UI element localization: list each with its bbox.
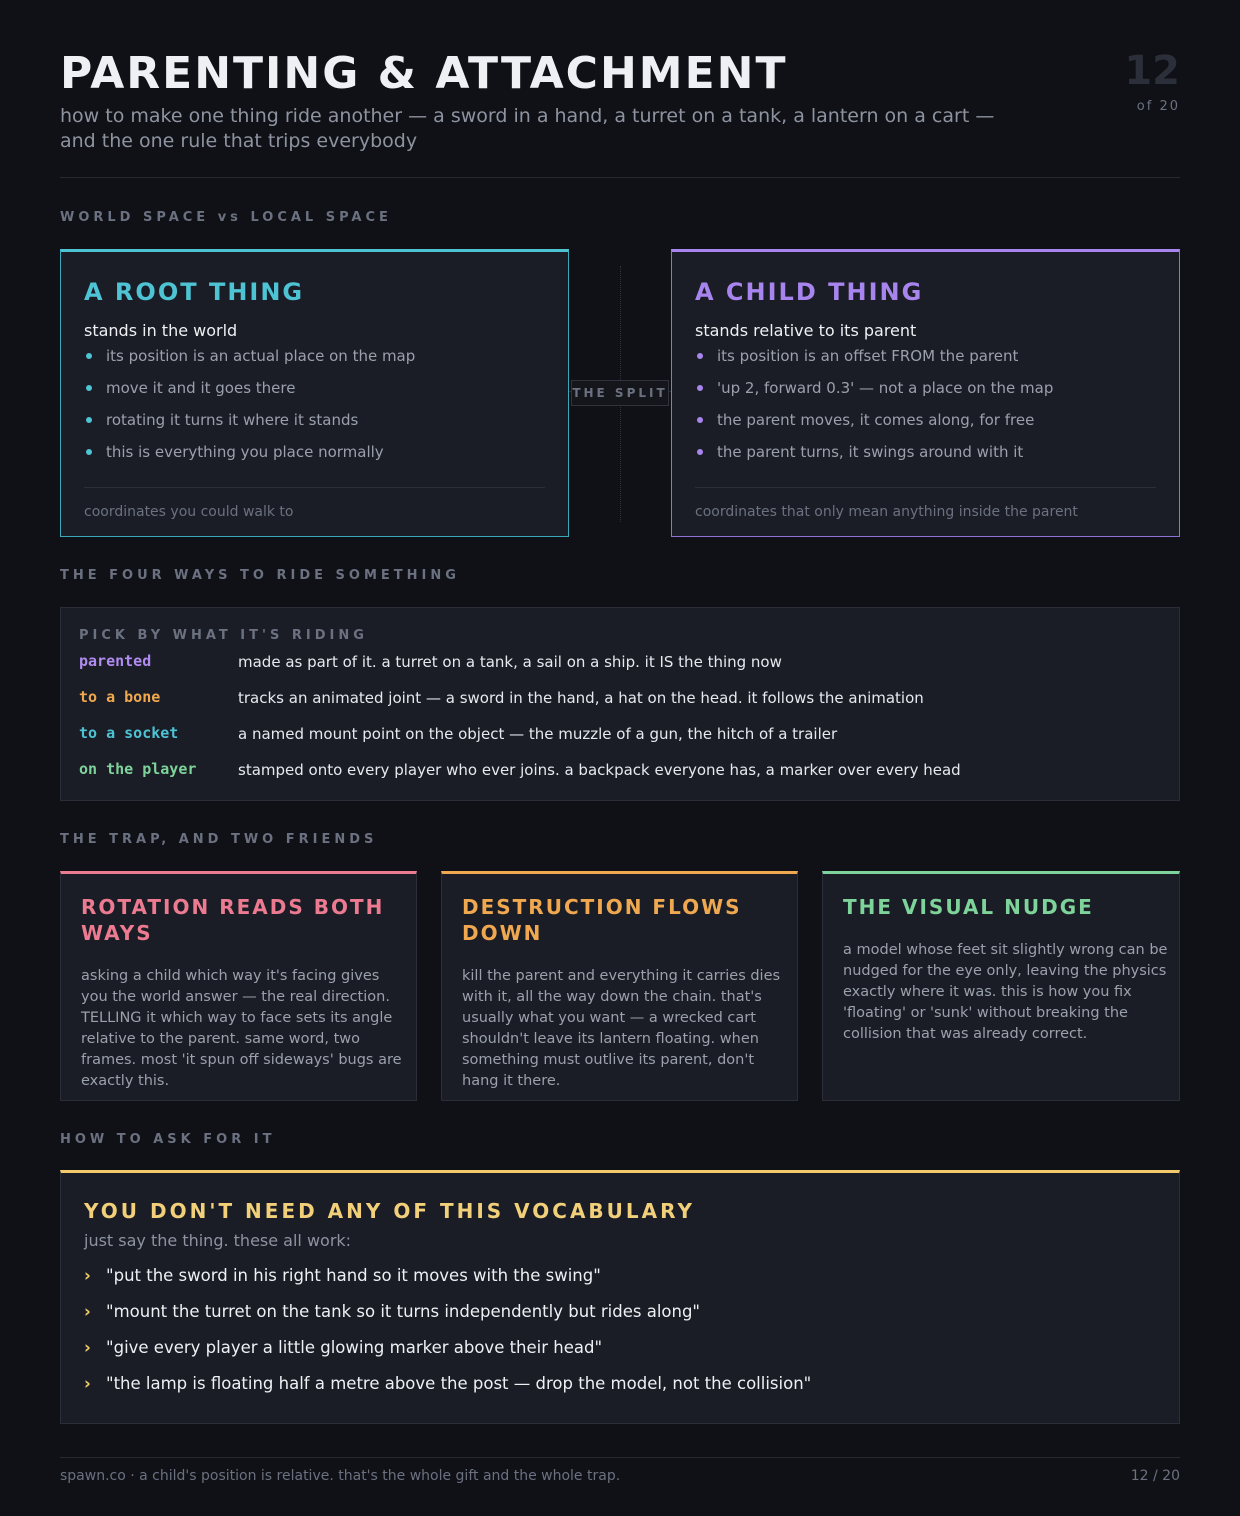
ride-method-row: [79, 688, 1169, 712]
ask-example-text: "mount the turret on the tank so it turns independently but rides along": [106, 1302, 701, 1321]
section-label-ask: HOW TO ASK FOR IT: [60, 1132, 276, 1147]
list-item: move it and it goes there: [84, 378, 415, 410]
destruction-card-body: kill the parent and everything it carries dies with it, all the way down the chain. that's usually what you want — a wrecked cart shouldn't leave its lantern floating. when something must outlive its parent, don't hang it there.: [462, 968, 781, 1089]
ride-methods-label: PICK BY WHAT IT'S RIDING: [79, 628, 368, 643]
rotation-card: [60, 871, 417, 1101]
visual-nudge-card: [822, 871, 1180, 1101]
section-label-trap: THE TRAP, AND TWO FRIENDS: [60, 832, 378, 847]
child-card-lead: stands relative to its parent: [695, 321, 917, 340]
ask-example-text: "put the sword in his right hand so it moves with the swing": [106, 1266, 601, 1285]
footer-page-indicator: 12 / 20: [1130, 1468, 1180, 1484]
ask-card-lead: just say the thing. these all work:: [84, 1231, 352, 1250]
root-card-lead: stands in the world: [84, 321, 238, 340]
child-thing-card: [671, 249, 1180, 537]
header-divider: [60, 177, 1180, 178]
footer-note: spawn.co · a child's position is relative. that's the whole gift and the whole trap.: [60, 1468, 621, 1484]
list-item: [84, 1374, 811, 1410]
destruction-card-title: DESTRUCTION FLOWS DOWN: [462, 895, 742, 945]
ride-method-row: [79, 724, 1169, 748]
ask-card-title: YOU DON'T NEED ANY OF THIS VOCABULARY: [84, 1199, 695, 1223]
chevron-right-icon: ›: [84, 1266, 91, 1285]
list-item: the parent turns, it swings around with it: [695, 442, 1053, 474]
child-card-footer: coordinates that only mean anything inside the parent: [695, 504, 1078, 520]
root-card-title: A ROOT THING: [84, 278, 305, 306]
list-item: the parent moves, it comes along, for free: [695, 410, 1053, 442]
ride-method-row: [79, 652, 1169, 676]
ask-example-text: "the lamp is floating half a metre above the post — drop the model, not the collision": [106, 1374, 812, 1393]
page-title: PARENTING & ATTACHMENT: [60, 48, 788, 99]
ride-method-key: to a bone: [79, 688, 161, 706]
chevron-right-icon: ›: [84, 1374, 91, 1393]
root-thing-card: [60, 249, 569, 537]
ride-method-desc: made as part of it. a turret on a tank, a sail on a ship. it IS the thing now: [238, 653, 782, 671]
page-total: of 20: [1136, 99, 1180, 114]
ask-card: [60, 1170, 1180, 1424]
section-label-world-local: WORLD SPACE vs LOCAL SPACE: [60, 210, 392, 225]
list-item: [84, 1338, 811, 1374]
section-label-four-ways: THE FOUR WAYS TO RIDE SOMETHING: [60, 568, 460, 583]
child-card-title: A CHILD THING: [695, 278, 924, 306]
rotation-card-title: ROTATION READS BOTH WAYS: [81, 895, 385, 945]
ride-method-desc: a named mount point on the object — the muzzle of a gun, the hitch of a trailer: [238, 725, 838, 743]
root-card-list: [84, 346, 415, 474]
ride-method-key: parented: [79, 652, 152, 670]
ride-methods-panel: [60, 607, 1180, 801]
ask-example-text: "give every player a little glowing marker above their head": [106, 1338, 603, 1357]
ask-examples-list: [84, 1266, 811, 1410]
list-item: [84, 1302, 811, 1338]
list-item: rotating it turns it where it stands: [84, 410, 415, 442]
rotation-card-body: asking a child which way it's facing gives you the world answer — the real direction. TELLING it which way to face sets its angle relative to the parent. same word, two frames. most 'it spun off sideways' bugs are exactly this.: [81, 968, 402, 1089]
ride-method-key: to a socket: [79, 724, 179, 742]
list-item: 'up 2, forward 0.3' — not a place on the map: [695, 378, 1053, 410]
ride-method-key: on the player: [79, 760, 197, 778]
chevron-right-icon: ›: [84, 1302, 91, 1321]
page-number: 12: [1124, 48, 1180, 94]
visual-nudge-card-body: a model whose feet sit slightly wrong can be nudged for the eye only, leaving the physics exactly where it was. this is how you fix 'floating' or 'sunk' without breaking the collision that was already correct.: [843, 942, 1168, 1042]
chevron-right-icon: ›: [84, 1338, 91, 1357]
ride-method-desc: tracks an animated joint — a sword in the hand, a hat on the head. it follows the animation: [238, 689, 924, 707]
card-divider: [695, 487, 1156, 488]
page-subtitle: how to make one thing ride another — a sword in a hand, a turret on a tank, a lantern on a cart — and the one rule that trips everybody: [60, 105, 995, 152]
destruction-card: [441, 871, 798, 1101]
visual-nudge-card-title: THE VISUAL NUDGE: [843, 895, 1094, 919]
footer-divider: [60, 1457, 1180, 1458]
ride-method-desc: stamped onto every player who ever joins. a backpack everyone has, a marker over every head: [238, 761, 961, 779]
root-card-footer: coordinates you could walk to: [84, 504, 294, 520]
list-item: this is everything you place normally: [84, 442, 415, 474]
list-item: [84, 1266, 811, 1302]
card-divider: [84, 487, 545, 488]
split-label: THE SPLIT: [571, 380, 669, 406]
ride-method-row: [79, 760, 1169, 784]
list-item: its position is an offset FROM the parent: [695, 346, 1053, 378]
child-card-list: [695, 346, 1053, 474]
list-item: its position is an actual place on the map: [84, 346, 415, 378]
